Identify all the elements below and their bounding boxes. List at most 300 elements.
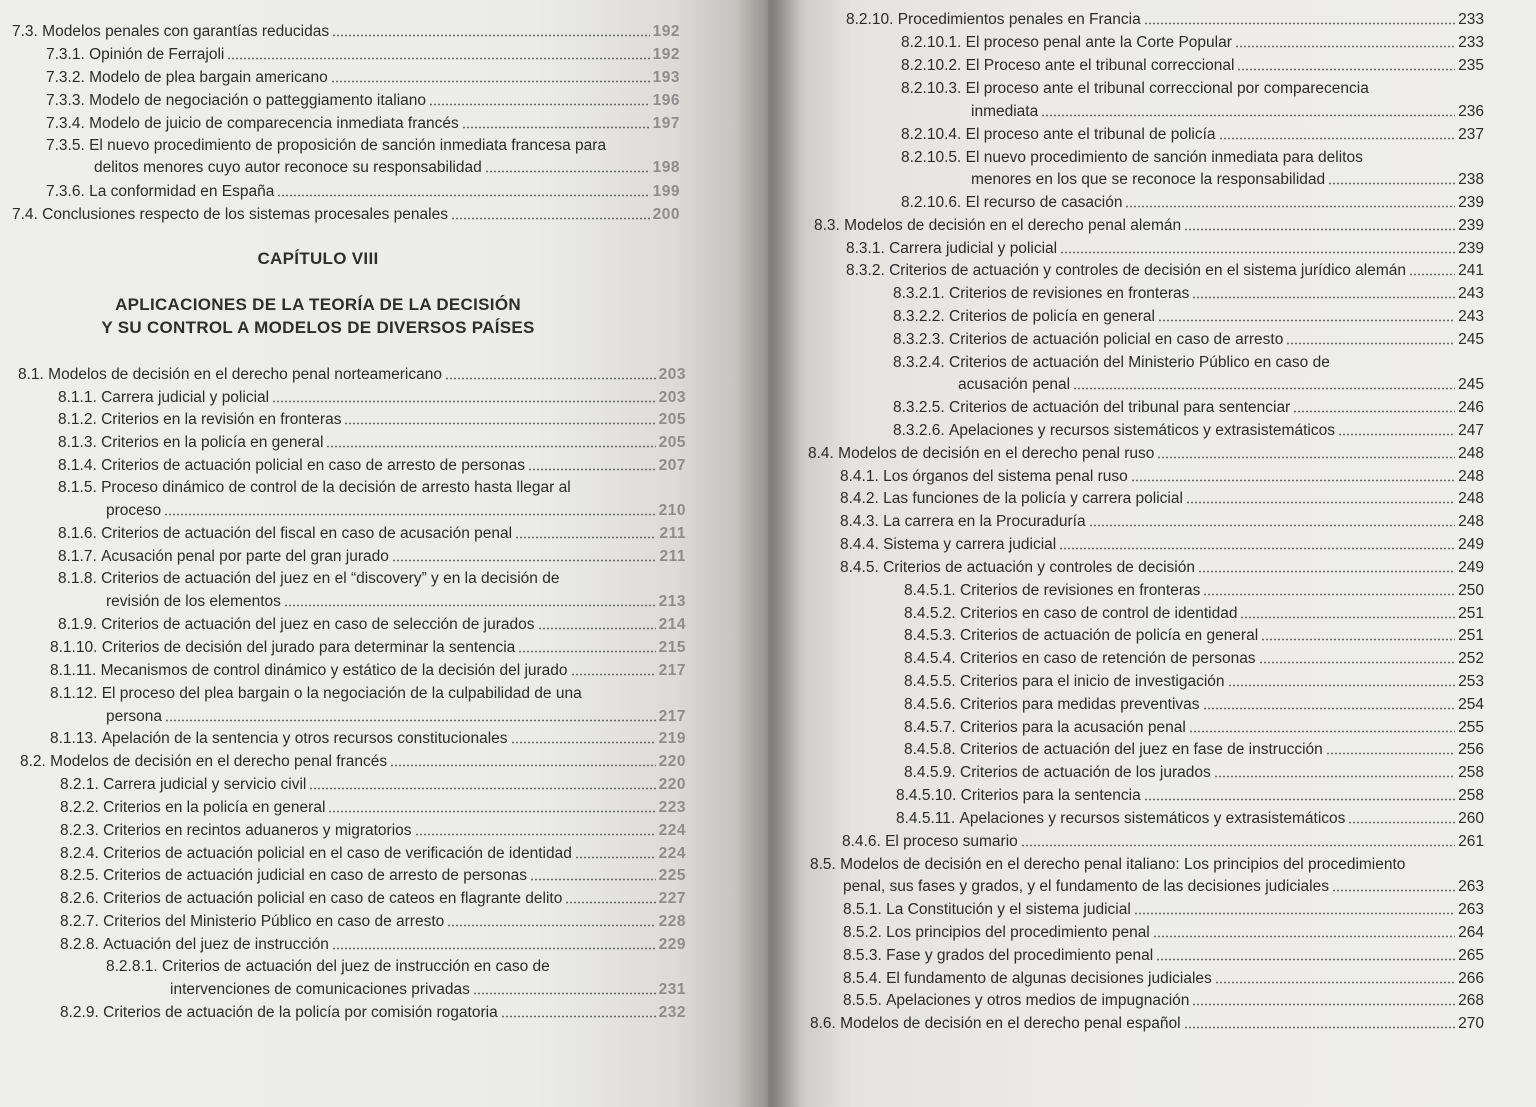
toc-entry — [846, 10, 1484, 30]
dot-leader — [1144, 22, 1455, 25]
toc-title: Opinión de Ferrajoli — [89, 46, 225, 63]
dot-leader — [331, 80, 650, 83]
toc-entry — [106, 501, 686, 521]
dot-leader — [462, 126, 650, 129]
chapter-title-line-2: Y SU CONTROL A MODELOS DE DIVERSOS PAÍSES — [101, 318, 535, 337]
dot-leader — [1237, 68, 1455, 71]
toc-entry — [843, 969, 1484, 989]
toc-title: Carrera judicial y policial — [101, 389, 270, 406]
toc-title: Carrera judicial y policial — [889, 240, 1058, 257]
dot-leader — [1338, 433, 1455, 436]
toc-entry-line — [46, 136, 606, 156]
toc-entry — [58, 524, 686, 544]
toc-entry — [904, 718, 1484, 738]
toc-entry — [893, 421, 1484, 441]
dot-leader — [1189, 730, 1455, 733]
dot-leader — [1261, 638, 1455, 641]
toc-number: 8.3.2.6. — [893, 422, 945, 439]
toc-entry — [843, 991, 1484, 1011]
toc-title: Criterios de actuación del juez en fase de instrucción — [960, 741, 1323, 758]
toc-number: 8.2.5. — [60, 867, 99, 884]
toc-page: 239 — [1458, 217, 1484, 234]
dot-leader — [429, 103, 650, 106]
toc-title: Modelos de decisión en el derecho penal ruso — [838, 445, 1155, 462]
toc-title: Criterios de decisión del jurado para determinar la sentencia — [101, 639, 516, 656]
toc-title: Actuación del juez de instrucción — [103, 936, 329, 953]
toc-title: Apelación de la sentencia y otros recursos constitucionales — [101, 730, 508, 747]
toc-title: Criterios de policía en general — [949, 308, 1155, 325]
toc-page: 210 — [658, 502, 686, 519]
toc-page: 248 — [1458, 490, 1484, 507]
toc-page: 215 — [658, 639, 686, 656]
toc-title: Modelos de decisión en el derecho penal francés — [50, 753, 388, 770]
toc-number: 8.2.8.1. — [106, 958, 158, 975]
toc-number: 8.5.5. — [843, 992, 882, 1009]
toc-page: 270 — [1458, 1015, 1484, 1032]
toc-entry — [94, 158, 680, 178]
toc-entry — [46, 114, 680, 134]
toc-page: 236 — [1458, 103, 1484, 120]
toc-title: Apelaciones y recursos sistemáticos y extrasistemáticos — [949, 422, 1335, 439]
toc-page: 232 — [658, 1004, 686, 1021]
dot-leader — [1214, 775, 1455, 778]
chapter-label: CAPÍTULO VIII — [257, 249, 379, 268]
toc-number: 8.4.5.10. — [896, 787, 957, 804]
toc-page: 243 — [1458, 285, 1484, 302]
toc-title: Los órganos del sistema penal ruso — [883, 468, 1128, 485]
toc-title: Criterios de actuación y controles de decisión en el sistema jurídico alemán — [889, 262, 1407, 279]
toc-entry — [58, 547, 686, 567]
dot-leader — [1060, 251, 1455, 254]
dot-leader — [277, 194, 649, 197]
toc-entry — [971, 102, 1484, 122]
toc-title: Modelos de decisión en el derecho penal alemán — [844, 217, 1182, 234]
toc-title: Criterios del Ministerio Público en caso de arresto — [103, 913, 445, 930]
toc-number: 8.1.8. — [58, 570, 97, 587]
toc-entry — [20, 752, 686, 772]
toc-title: Criterios de actuación del juez de instrucción en caso de — [162, 958, 550, 975]
toc-title: Acusación penal por parte del gran jurado — [101, 548, 389, 565]
toc-page: 265 — [1458, 947, 1484, 964]
dot-leader — [344, 422, 655, 425]
toc-number: 8.1. — [18, 366, 44, 383]
toc-entry — [50, 661, 686, 681]
toc-title: El proceso ante el tribunal de policía — [965, 126, 1216, 143]
toc-page: 252 — [1458, 650, 1484, 667]
toc-number: 7.3.3. — [46, 92, 85, 109]
toc-entry — [60, 866, 686, 886]
toc-entry-line — [58, 478, 571, 498]
dot-leader — [1348, 821, 1455, 824]
toc-number: 8.4.3. — [840, 513, 879, 530]
dot-leader — [1156, 958, 1455, 961]
toc-page: 205 — [658, 411, 686, 428]
toc-title: Mecanismos de control dinámico y estático de la decisión del jurado — [100, 662, 568, 679]
toc-number: 8.4.5.2. — [904, 605, 956, 622]
toc-title-continued: intervenciones de comunicaciones privadas — [170, 981, 470, 998]
dot-leader — [1134, 912, 1455, 915]
dot-leader — [1125, 205, 1455, 208]
toc-number: 8.4. — [808, 445, 834, 462]
toc-page: 245 — [1458, 376, 1484, 393]
toc-title: Criterios de actuación policial en caso de arresto de personas — [101, 457, 525, 474]
toc-title: Criterios para la acusación penal — [960, 719, 1186, 736]
toc-entry — [60, 798, 686, 818]
toc-number: 8.2.9. — [60, 1004, 99, 1021]
toc-number: 8.3.2.4. — [893, 354, 945, 371]
toc-page: 207 — [658, 457, 686, 474]
toc-entry — [901, 193, 1484, 213]
toc-title: El Proceso ante el tribunal correccional — [965, 57, 1235, 74]
toc-title: Criterios de actuación del juez en el “discovery” y en la decisión de — [101, 570, 560, 587]
toc-number: 7.3.2. — [46, 69, 85, 86]
toc-number: 8.5.4. — [843, 970, 882, 987]
dot-leader — [1198, 570, 1455, 573]
dot-leader — [1021, 844, 1455, 847]
toc-entry — [840, 535, 1484, 555]
toc-title: Las funciones de la policía y carrera policial — [883, 490, 1183, 507]
toc-page: 233 — [1458, 34, 1484, 51]
toc-number: 8.3.2.5. — [893, 399, 945, 416]
toc-number: 8.4.5.5. — [904, 673, 956, 690]
toc-title: El proceso ante el tribunal correccional por comparecencia — [965, 80, 1369, 97]
toc-title: Criterios de actuación del fiscal en caso de acusación penal — [101, 525, 513, 542]
toc-title: El recurso de casación — [965, 194, 1123, 211]
right-page — [768, 0, 1536, 1107]
toc-number: 8.2. — [20, 753, 46, 770]
toc-title: El proceso penal ante la Corte Popular — [965, 34, 1232, 51]
toc-entry — [46, 45, 680, 65]
toc-number: 7.3.4. — [46, 115, 85, 132]
toc-title: Criterios de actuación policial en el caso de verificación de identidad — [103, 845, 572, 862]
toc-entry-line — [810, 855, 1405, 875]
toc-entry — [58, 433, 686, 453]
toc-number: 8.5.1. — [843, 901, 882, 918]
toc-entry — [904, 626, 1484, 646]
toc-number: 8.5.2. — [843, 924, 882, 941]
toc-number: 8.1.10. — [50, 639, 98, 656]
dot-leader — [309, 787, 655, 790]
toc-number: 8.4.5.3. — [904, 627, 956, 644]
toc-entry — [50, 729, 686, 749]
toc-number: 8.1.4. — [58, 457, 97, 474]
dot-leader — [1293, 410, 1455, 413]
toc-entry — [904, 740, 1484, 760]
toc-title: Modelo de juicio de comparecencia inmediata francés — [89, 115, 459, 132]
dot-leader — [1144, 798, 1455, 801]
toc-title: Criterios de actuación del juez en caso de selección de jurados — [101, 616, 535, 633]
toc-entry-line — [901, 148, 1363, 168]
toc-page: 249 — [1458, 559, 1484, 576]
toc-page: 254 — [1458, 696, 1484, 713]
toc-entry — [843, 946, 1484, 966]
toc-title: El proceso sumario — [885, 833, 1018, 850]
dot-leader — [1235, 45, 1455, 48]
toc-number: 8.2.3. — [60, 822, 99, 839]
toc-page: 258 — [1458, 764, 1484, 781]
toc-title: Apelaciones y otros medios de impugnación — [886, 992, 1190, 1009]
toc-entry — [901, 56, 1484, 76]
toc-page: 220 — [658, 776, 686, 793]
toc-title: Modelos de decisión en el derecho penal español — [840, 1015, 1181, 1032]
toc-page: 211 — [659, 525, 686, 542]
dot-leader — [1259, 661, 1456, 664]
toc-page: 248 — [1458, 445, 1484, 462]
toc-title: Criterios de actuación policial en caso de cateos en flagrante delito — [103, 890, 563, 907]
toc-number: 8.2.10. — [846, 11, 894, 28]
toc-title: Carrera judicial y servicio civil — [103, 776, 307, 793]
dot-leader — [575, 856, 656, 859]
toc-entry-line — [106, 957, 550, 977]
toc-entry — [901, 33, 1484, 53]
toc-page: 248 — [1458, 513, 1484, 530]
toc-title: Conclusiones respecto de los sistemas procesales penales — [42, 206, 448, 223]
toc-number: 8.4.5.7. — [904, 719, 956, 736]
toc-entry — [896, 809, 1484, 829]
toc-entry — [904, 763, 1484, 783]
toc-page: 192 — [652, 23, 680, 40]
toc-entry-line — [50, 684, 582, 704]
dot-leader — [501, 1015, 656, 1018]
toc-entry — [106, 592, 686, 612]
toc-page: 228 — [658, 913, 686, 930]
toc-page: 200 — [652, 206, 680, 223]
toc-title: Criterios de actuación y controles de decisión — [883, 559, 1195, 576]
toc-number: 8.2.10.6. — [901, 194, 962, 211]
toc-page: 255 — [1458, 719, 1484, 736]
toc-title-continued: delitos menores cuyo autor reconoce su responsabilidad — [94, 159, 482, 176]
toc-entry — [896, 786, 1484, 806]
toc-page: 248 — [1458, 468, 1484, 485]
toc-title: Criterios de actuación judicial en caso de arresto de personas — [103, 867, 527, 884]
toc-page: 227 — [658, 890, 686, 907]
toc-page: 231 — [658, 981, 686, 998]
toc-number: 8.1.2. — [58, 411, 97, 428]
toc-number: 8.4.2. — [840, 490, 879, 507]
toc-number: 7.3.6. — [46, 183, 85, 200]
toc-page: 263 — [1458, 901, 1484, 918]
toc-page: 197 — [652, 115, 680, 132]
toc-entry — [904, 581, 1484, 601]
dot-leader — [538, 627, 656, 630]
toc-title-continued: acusación penal — [958, 376, 1071, 393]
dot-leader — [445, 377, 656, 380]
toc-title: Criterios para medidas preventivas — [960, 696, 1200, 713]
toc-page: 229 — [658, 936, 686, 953]
dot-leader — [1328, 182, 1455, 185]
dot-leader — [332, 947, 656, 950]
toc-title: Modelo de plea bargain americano — [89, 69, 328, 86]
toc-page: 256 — [1458, 741, 1484, 758]
dot-leader — [473, 992, 656, 995]
toc-page: 258 — [1458, 787, 1484, 804]
toc-page: 192 — [652, 46, 680, 63]
toc-number: 8.4.5.4. — [904, 650, 956, 667]
toc-page: 249 — [1458, 536, 1484, 553]
toc-title: Criterios de revisiones en fronteras — [960, 582, 1201, 599]
toc-page: 246 — [1458, 399, 1484, 416]
toc-entry — [958, 375, 1484, 395]
toc-entry — [60, 935, 686, 955]
toc-title: Criterios de actuación del tribunal para sentenciar — [949, 399, 1291, 416]
dot-leader — [326, 445, 655, 448]
toc-entry — [60, 1003, 686, 1023]
toc-title: Los principios del procedimiento penal — [886, 924, 1150, 941]
toc-page: 238 — [1458, 171, 1484, 188]
toc-entry — [893, 307, 1484, 327]
dot-leader — [530, 878, 656, 881]
toc-entry — [893, 398, 1484, 418]
toc-number: 8.4.5. — [840, 559, 879, 576]
toc-entry — [60, 889, 686, 909]
toc-entry — [60, 844, 686, 864]
dot-leader — [571, 673, 656, 676]
toc-page: 239 — [1458, 194, 1484, 211]
toc-entry — [840, 512, 1484, 532]
toc-entry — [901, 125, 1484, 145]
dot-leader — [1184, 1026, 1456, 1029]
toc-page: 219 — [658, 730, 686, 747]
toc-number: 8.2.1. — [60, 776, 99, 793]
dot-leader — [485, 170, 650, 173]
toc-title: Criterios en la policía en general — [103, 799, 326, 816]
toc-title: El nuevo procedimiento de sanción inmediata para delitos — [965, 149, 1363, 166]
toc-title-continued: inmediata — [971, 103, 1039, 120]
toc-entry — [893, 284, 1484, 304]
dot-leader — [332, 34, 650, 37]
dot-leader — [1326, 752, 1455, 755]
toc-page: 205 — [658, 434, 686, 451]
toc-number: 8.1.12. — [50, 685, 98, 702]
toc-number: 8.2.10.1. — [901, 34, 962, 51]
dot-leader — [392, 559, 657, 562]
toc-title: Sistema y carrera judicial — [883, 536, 1057, 553]
toc-entry-line — [901, 79, 1369, 99]
toc-number: 8.2.10.4. — [901, 126, 962, 143]
toc-page: 224 — [658, 822, 686, 839]
dot-leader — [1059, 547, 1455, 550]
toc-title: Procedimientos penales en Francia — [897, 11, 1141, 28]
toc-page: 199 — [652, 183, 680, 200]
toc-page: 237 — [1458, 126, 1484, 143]
dot-leader — [272, 400, 656, 403]
toc-entry — [810, 1014, 1484, 1034]
toc-number: 8.2.10.5. — [901, 149, 962, 166]
toc-number: 8.4.5.11. — [896, 810, 956, 827]
toc-entry — [808, 444, 1484, 464]
dot-leader — [164, 513, 655, 516]
toc-page: 251 — [1458, 627, 1484, 644]
toc-number: 8.1.1. — [58, 389, 97, 406]
toc-number: 8.3.2.1. — [893, 285, 945, 302]
toc-entry-line — [58, 569, 559, 589]
toc-page: 268 — [1458, 992, 1484, 1009]
toc-title: La conformidad en España — [89, 183, 275, 200]
toc-title: Modelos de decisión en el derecho penal italiano: Los principios del procedimiento — [840, 856, 1406, 873]
toc-title: Criterios en la revisión en fronteras — [101, 411, 342, 428]
toc-title: Modelos penales con garantías reducidas — [42, 23, 330, 40]
toc-title: El nuevo procedimiento de proposición de sanción inmediata francesa para — [89, 137, 607, 154]
toc-entry — [843, 900, 1484, 920]
toc-page: 214 — [658, 616, 686, 633]
dot-leader — [447, 924, 655, 927]
toc-entry — [904, 695, 1484, 715]
toc-page: 225 — [658, 867, 686, 884]
toc-number: 8.5. — [810, 856, 836, 873]
toc-title: Criterios de actuación de los jurados — [960, 764, 1211, 781]
toc-entry — [846, 239, 1484, 259]
toc-number: 8.2.2. — [60, 799, 99, 816]
toc-entry — [46, 91, 680, 111]
toc-page: 203 — [658, 366, 686, 383]
dot-leader — [1131, 479, 1455, 482]
toc-number: 8.3.2.3. — [893, 331, 945, 348]
dot-leader — [528, 468, 656, 471]
toc-page: 213 — [658, 593, 686, 610]
toc-page: 261 — [1458, 833, 1484, 850]
toc-entry — [46, 68, 680, 88]
toc-number: 8.1.13. — [50, 730, 98, 747]
toc-number: 8.5.3. — [843, 947, 882, 964]
toc-page: 217 — [658, 708, 686, 725]
toc-number: 8.1.11. — [50, 662, 97, 679]
toc-title-continued: proceso — [106, 502, 162, 519]
toc-entry — [60, 775, 686, 795]
toc-entry — [814, 216, 1484, 236]
dot-leader — [1184, 228, 1455, 231]
toc-page: 235 — [1458, 57, 1484, 74]
toc-title: Criterios de actuación de la policía por comisión rogatoria — [103, 1004, 498, 1021]
toc-number: 8.4.1. — [840, 468, 879, 485]
dot-leader — [284, 604, 656, 607]
toc-title: Criterios de revisiones en fronteras — [949, 285, 1190, 302]
dot-leader — [515, 536, 656, 539]
dot-leader — [165, 719, 656, 722]
toc-page: 264 — [1458, 924, 1484, 941]
toc-number: 7.3. — [12, 23, 38, 40]
toc-number: 8.4.5.1. — [904, 582, 956, 599]
toc-page: 260 — [1458, 810, 1484, 827]
toc-number: 8.1.7. — [58, 548, 97, 565]
dot-leader — [1153, 935, 1455, 938]
toc-entry — [12, 205, 680, 225]
toc-title: Criterios de actuación del Ministerio Público en caso de — [949, 354, 1330, 371]
toc-entry — [843, 877, 1484, 897]
toc-page: 250 — [1458, 582, 1484, 599]
toc-title: Modelos de decisión en el derecho penal norteamericano — [48, 366, 442, 383]
toc-title: Criterios en caso de retención de personas — [960, 650, 1256, 667]
toc-title: Criterios en recintos aduaneros y migratorios — [103, 822, 412, 839]
toc-number: 8.2.7. — [60, 913, 99, 930]
toc-number: 7.3.5. — [46, 137, 85, 154]
dot-leader — [1073, 387, 1455, 390]
toc-page: 251 — [1458, 605, 1484, 622]
dot-leader — [1240, 616, 1455, 619]
dot-leader — [565, 901, 655, 904]
toc-page: 239 — [1458, 240, 1484, 257]
toc-number: 8.3. — [814, 217, 840, 234]
toc-entry — [904, 604, 1484, 624]
dot-leader — [511, 741, 656, 744]
toc-number: 8.2.10.3. — [901, 80, 962, 97]
dot-leader — [415, 833, 656, 836]
toc-entry — [12, 22, 680, 42]
toc-page: 223 — [658, 799, 686, 816]
toc-number: 8.4.6. — [842, 833, 881, 850]
dot-leader — [1286, 342, 1455, 345]
toc-number: 8.1.5. — [58, 479, 97, 496]
toc-number: 8.4.5.6. — [904, 696, 956, 713]
